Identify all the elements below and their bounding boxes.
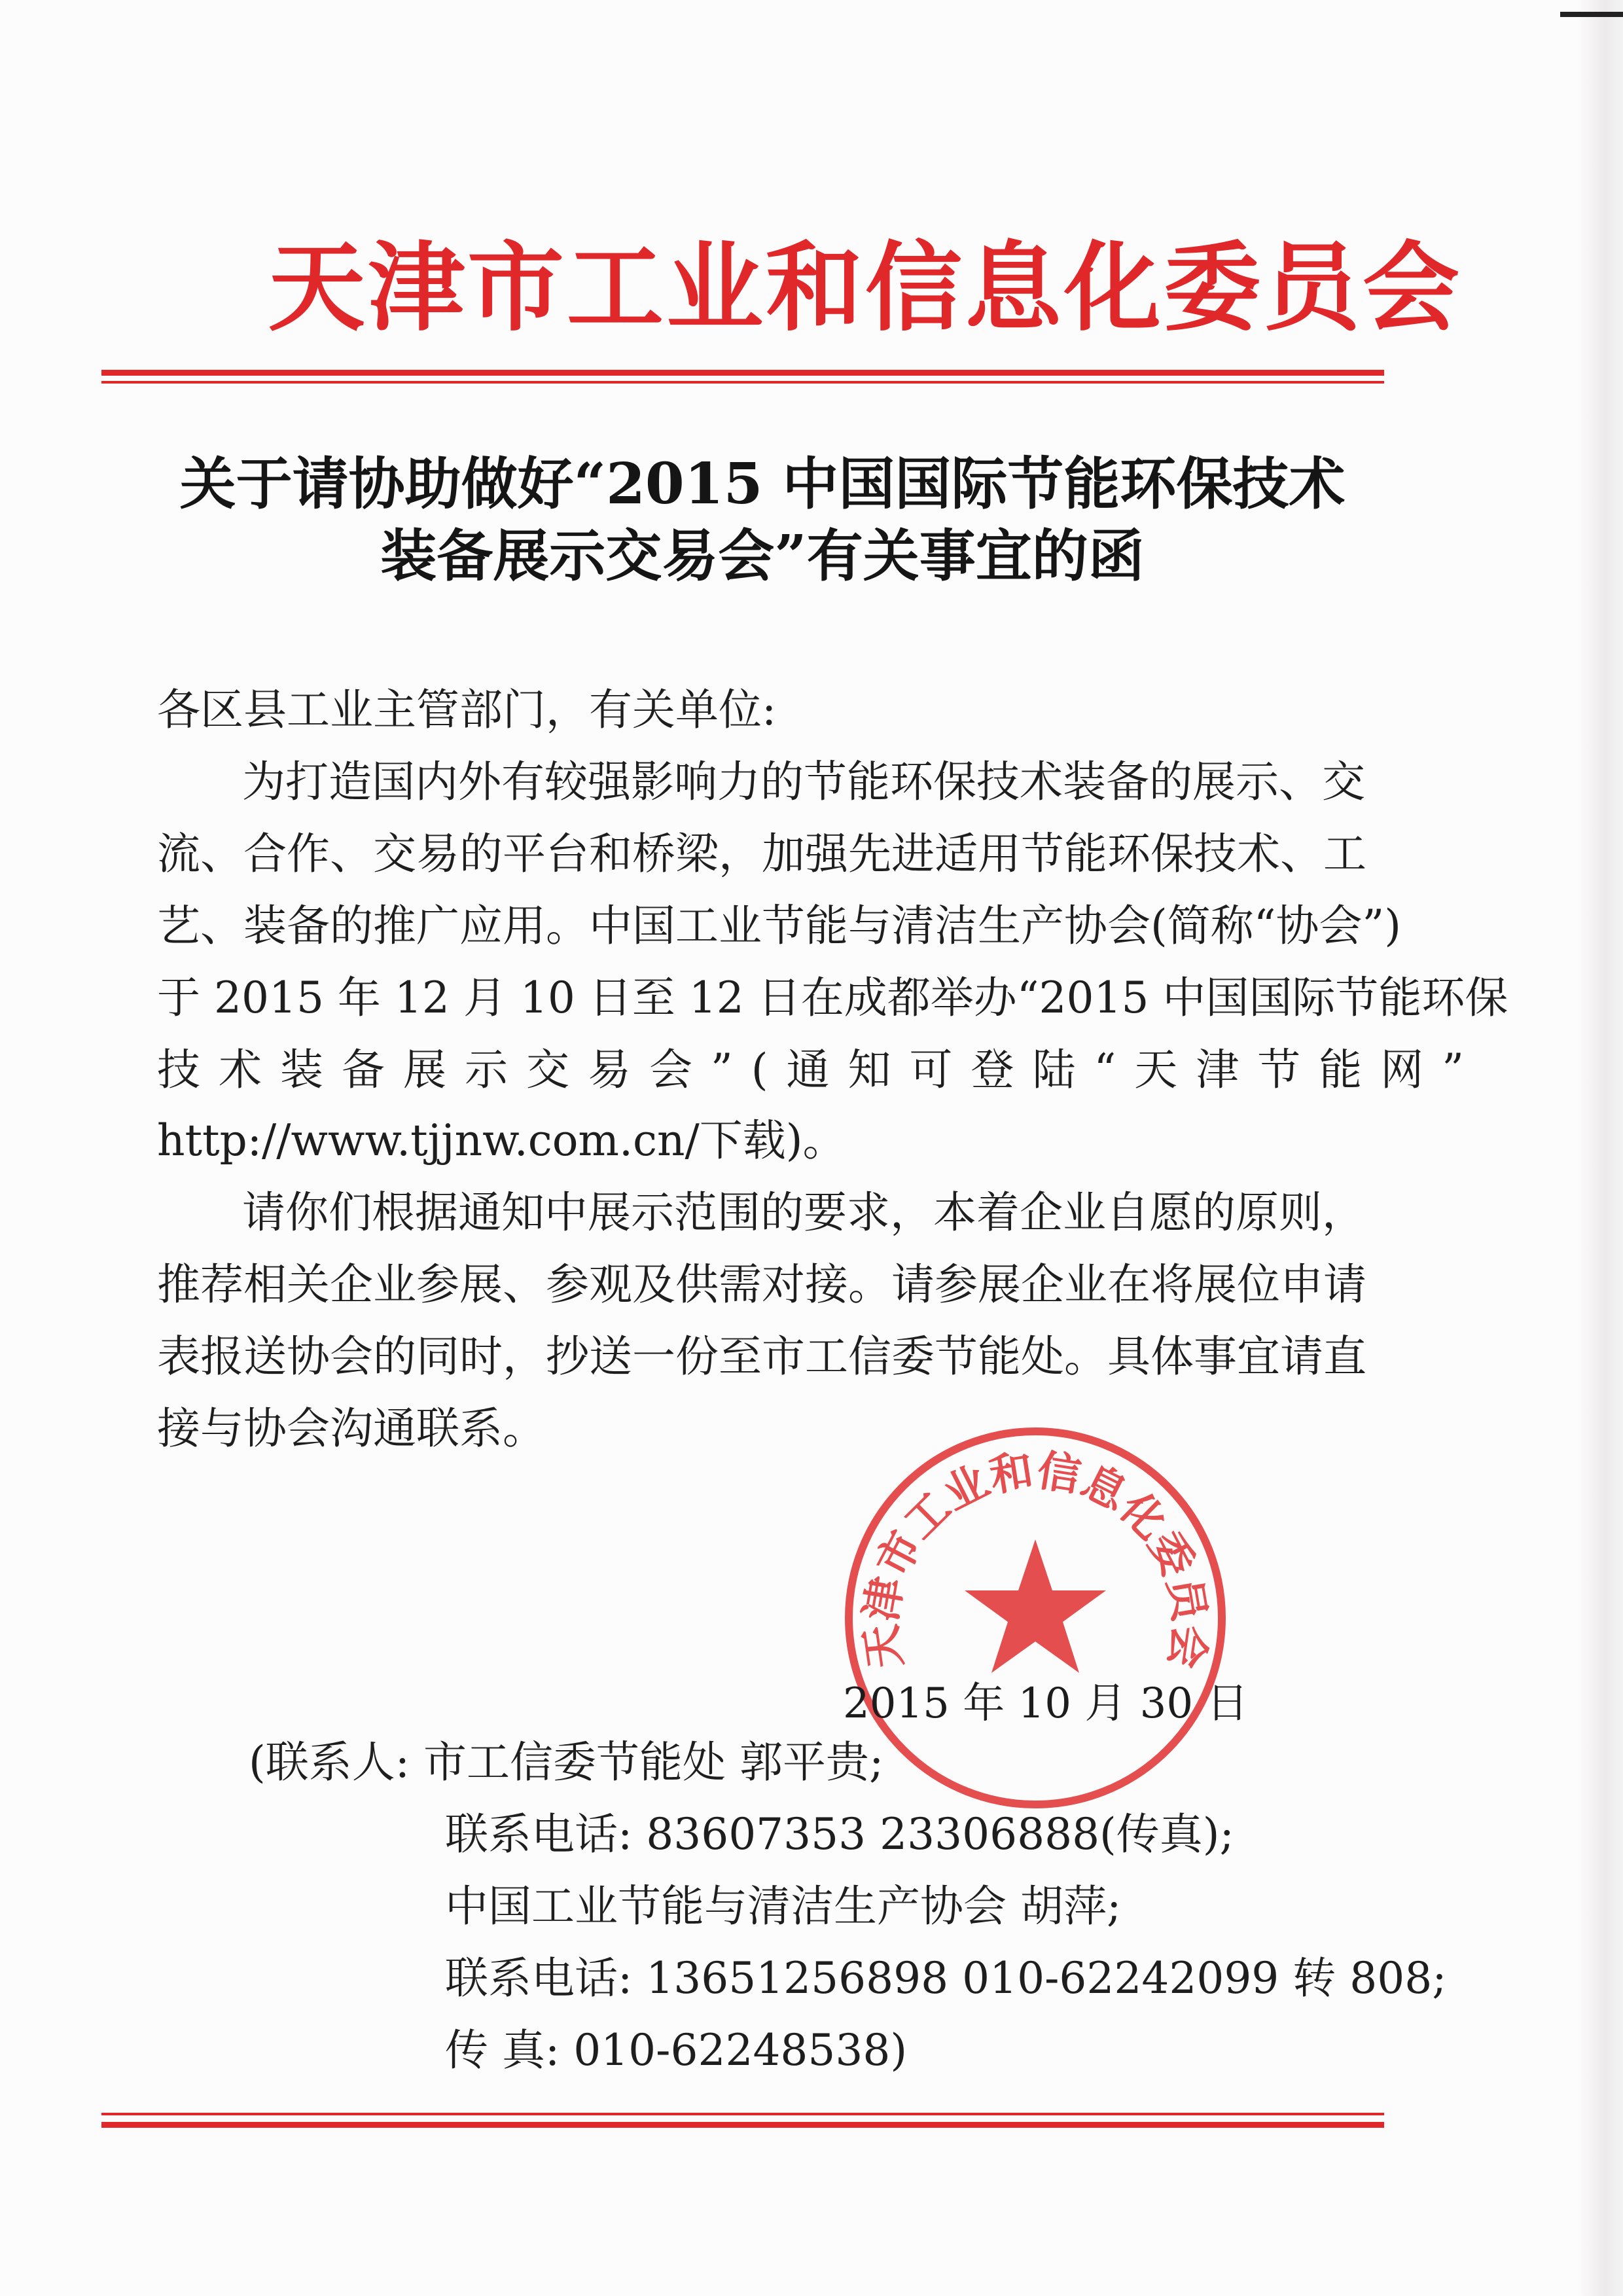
header-rule-thick bbox=[101, 370, 1384, 376]
paragraph-2-line: 接与协会沟通联系。 bbox=[157, 1403, 546, 1454]
contact-line: 联系电话: 13651256898 010-62242099 转 808; bbox=[445, 1953, 1447, 2003]
document-title-line-2: 装备展示交易会”有关事宜的函 bbox=[380, 523, 1145, 589]
organization-header: 天津市工业和信息化委员会 bbox=[268, 232, 1462, 344]
paragraph-1-line: 为打造国内外有较强影响力的节能环保技术装备的展示、交 bbox=[242, 757, 1365, 807]
paragraph-1-link-line: http://www.tjjnw.com.cn/下载)。 bbox=[157, 1115, 846, 1166]
page-edge-mark bbox=[1560, 12, 1623, 17]
seal-star bbox=[965, 1539, 1106, 1673]
seal-text: 天津市工业和信息化委员会 bbox=[855, 1444, 1215, 1672]
page-edge-shadow bbox=[1577, 0, 1623, 2296]
paragraph-1-line: 于 2015 年 12 月 10 日至 12 日在成都举办“2015 中国国际节能环保 bbox=[157, 973, 1508, 1023]
document-date: 2015 年 10 月 30 日 bbox=[843, 1679, 1249, 1728]
header-rule-thin bbox=[101, 381, 1384, 384]
contact-line: 传 真: 010-62248538) bbox=[445, 2025, 908, 2075]
footer-rule-thick bbox=[101, 2122, 1384, 2128]
footer-rule-thin bbox=[101, 2113, 1384, 2115]
document-title-line-1: 关于请协助做好“2015 中国国际节能环保技术 bbox=[179, 451, 1346, 517]
contact-line: 联系电话: 83607353 23306888(传真); bbox=[445, 1809, 1234, 1859]
paragraph-1-line: 流、合作、交易的平台和桥梁，加强先进适用节能环保技术、工 bbox=[157, 829, 1366, 879]
paragraph-1-line: 艺、装备的推广应用。中国工业节能与清洁生产协会(简称“协会”) bbox=[157, 901, 1401, 951]
contact-line: 中国工业节能与清洁生产协会 胡萍; bbox=[445, 1881, 1122, 1931]
paragraph-2-line: 推荐相关企业参展、参观及供需对接。请参展企业在将展位申请 bbox=[157, 1259, 1366, 1310]
paragraph-2-line: 请你们根据通知中展示范围的要求，本着企业自愿的原则， bbox=[242, 1187, 1365, 1238]
paragraph-2-line: 表报送协会的同时，抄送一份至市工信委节能处。具体事宜请直 bbox=[157, 1331, 1366, 1382]
paragraph-1-line: 技术装备展示交易会”(通知可登陆“天津节能网” bbox=[157, 1045, 1482, 1095]
contact-line: (联系人: 市工信委节能处 郭平贵; bbox=[249, 1737, 884, 1787]
salutation: 各区县工业主管部门，有关单位: bbox=[157, 685, 777, 735]
official-seal bbox=[839, 1422, 1232, 1814]
